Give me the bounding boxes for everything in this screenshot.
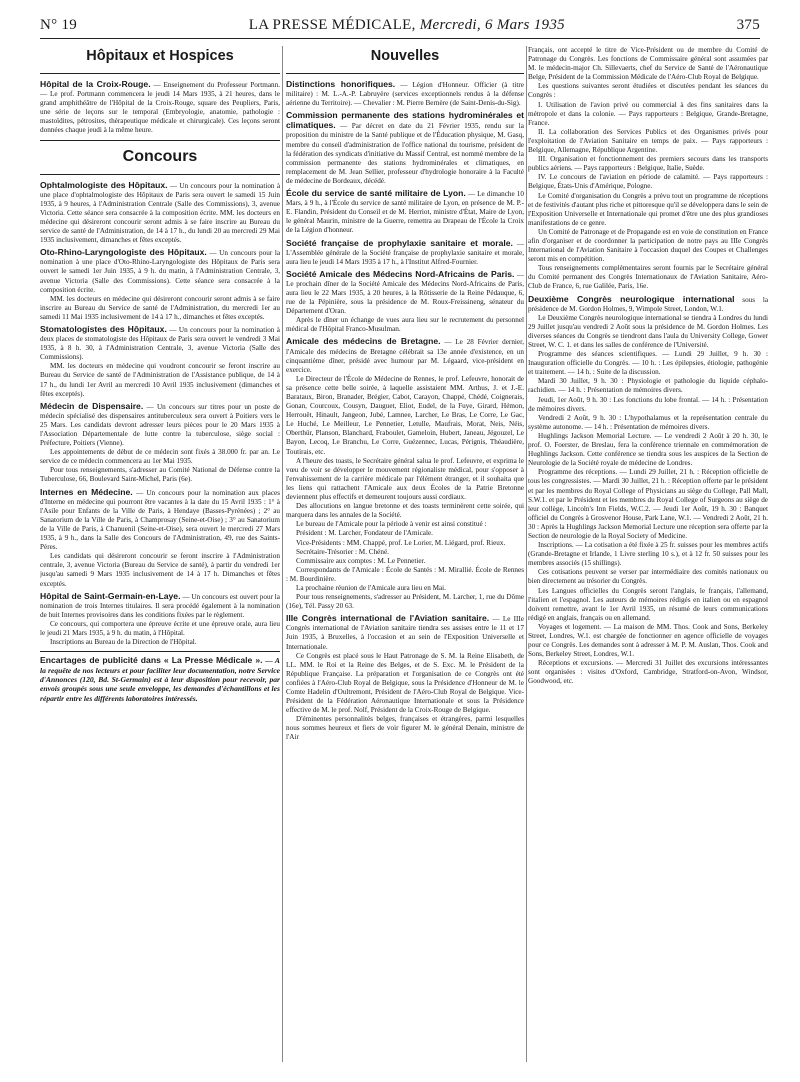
article-paragraph: [528, 623, 768, 659]
column-middle: [286, 46, 524, 1070]
article-paragraph: Les questions suivantes seront étudiées et discutées pendant les séances du Congrès :: [528, 82, 768, 100]
issue-date: Mercredi, 6 Mars 1935: [419, 16, 565, 33]
article-paragraph: [286, 715, 524, 742]
paragraph-text: Réceptions et excursions. — Mercredi 31 Juillet des excursions intéressantes sont organisées : visites d'Oxford, Cambridge, Stratford-on-Avon, Windsor, Goodwood, etc.: [528, 659, 768, 686]
paragraph-text: Mardi 30 Juillet, 9 h. 30 : Physiologie et pathologie du liquide céphalo-rachidien. — 14 h. : Présentation de mémoires divers.: [528, 377, 768, 395]
article-paragraph: [286, 375, 524, 457]
paragraph-text: Le Directeur de l'École de Médecine de Rennes, le prof. Lefeuvre, honorait de sa présence cette belle soirée, à laquelle assistaient MM. Arthus, J. et J.-E. Barataux, Biron, Branader, Brégier, Cabot, Carayon, Chappé, Chédé, Coignerais, Gonan, Courcoux, Cousyn, Dauguet, Eliot, Eudel, de la Fuye, Girard, Hémon, Herrouët, Hinault, Jangeon, Jubé, Lamnee, Larcher, Le Bras, Le Corre, Le Gac, Le Huché, Le Meilleur, Le Pennetier, Letulle, Maufrais, Morat, Neis, Néis, Oberthür, Planson, Blanchard, Fraboulet, Gameloin, Hubert, Janeau, Jégouzel, Le Bayon, Lecoq, Le Branchu, Le Corre, Guézennec, Lucas, Pérignis, Théaudière, Toutirais, etc.: [286, 374, 524, 456]
paragraph-text: — Un concours pour la nomination à une place d'ophtalmologiste des Hôpitaux de Paris sera ouvert le samedi 15 Juin 1935, à 9 heures, à l'Administration Centrale (Salle des Commissions), 3, avenue Victoria. Cette séance sera consacrée à la composition écrite. MM. les docteurs en médecine qui désireront concourir seront admis à se faire inscrire au Bureau du service de santé de l'Administration, de 14 à 17 h., du lundi 20 au mercredi 29 Mai 1935 inclusivement, dimanches et fêtes exceptés.: [40, 181, 280, 245]
paragraph-text: — Légion d'Honneur. Officier (à titre militaire) : M. L.-A.-P. Labruyère (services exceptionnels rendus à la défense aérienne du Territoire). — Chevalier : M. Pierre Bernère (de Saint-Denis-du-Sig).: [286, 81, 524, 108]
article-heading: École du service de santé militaire de Lyon.: [286, 188, 466, 199]
paragraph-text: D'éminentes personnalités belges, françaises et étrangères, parmi lesquelles nous sommes heureux et fiers de voir figurer M. le général Denain, ministre de l'Air: [286, 715, 524, 742]
article-paragraph: [286, 457, 524, 502]
paragraph-text: Secrétaire-Trésorier : M. Chéné.: [296, 547, 389, 556]
paragraph-text: Vendredi 2 Août, 9 h. 30 : L'hypothalamus et la représentation centrale du système autonome. — 14 h. : Présentation de mémoires divers.: [528, 413, 768, 431]
article-paragraph: IV. Le concours de l'aviation en période de calamité. — Pays rapporteurs : Belgique, États-Unis d'Amérique, Pologne.: [528, 173, 768, 191]
article-heading: Stomatologistes des Hôpitaux.: [40, 323, 167, 334]
article-paragraph: [40, 181, 280, 246]
article-paragraph: II. La collaboration des Services Publics et des Organismes privés pour l'exploitation de l'Aviation Sanitaire en temps de paix. — Pays rapporteurs : Belgique, Allemagne, République Argentine.: [528, 127, 768, 155]
paragraph-text: Programme des réceptions. — Lundi 29 Juillet, 21 h. : Réception officielle de tous les congressistes. — Mardi 30 Juillet, 21 h. : Réception offerte par le président et par les membres du Royal College of Physicians au siège du College, Pall Mall, S.W.1. et par le Président et les membres du Royal College of Surgeons au siège de leur collège, Lincoln's Inn Fields, W.C.2. — Jeudi 1er Août, 19 h. 30 : Banquet officiel du Congrès à Grosvenor House, Park Lane, W.1. — Vendredi 2 Août, 21 h. 30 : Après la Hughlings Jackson Memorial Lecture une réception sera offerte par la Section de neurologie de la Royal Society of Medicine.: [528, 468, 768, 540]
paragraph-text: — Le 28 Février dernier, l'Amicale des médecins de Bretagne célébrait sa 13e année d'existence, en un cinquantième dîner, présidé avec humour par M. Légaard, vice-président en exercice.: [286, 338, 524, 374]
article-paragraph: [40, 80, 280, 136]
article-paragraph: [528, 432, 768, 468]
aviation-continuation: [528, 46, 768, 292]
paragraph-text: Ce concours, qui comportera une épreuve écrite et une épreuve orale, aura lieu le jeudi 21 Mars 1935, à 9 h. du matin, à l'Hôpital.: [40, 619, 280, 637]
article-paragraph: [528, 568, 768, 586]
paragraph-text: Vice-Présidents : MM. Chappé, prof. Le Lorier, M. Liégard, prof. Rieux.: [296, 538, 506, 547]
article-paragraph: [40, 466, 280, 484]
article-paragraph: [528, 350, 768, 377]
article-paragraph: [286, 652, 524, 716]
paragraph-text: — Un concours pour la nomination à deux places de stomatologiste des Hôpitaux de Paris sera ouvert le vendredi 3 Mai 1935, à 8 h. 30, à l'Administration Centrale, 3, avenue Victoria (Salle des Commissions).: [40, 325, 280, 362]
paragraph-text: — Le prochain dîner de la Société Amicale des Médecins Nord-Africains de Paris, aura lieu le 22 Mars 1935, à 20 heures, à la Rôtisserie de la Reine Pédauque, 6, rue de la Pépinière, sous la présidence de M. Roux-Freissineng, sénateur du Département d'Oran.: [286, 270, 524, 316]
article: [286, 270, 524, 335]
paragraph-text: Voyages et logement. — La maison de MM. Thos. Cook and Sons, Berkeley Street, Londres, W.1. est chargée de fonctionner en agence officielle de voyages pour ce Congrès. Les demandes sont à adresser à M. P. M. Auslan, Thos. Cook and Sons, Berkeley Street, Londres, W.1.: [528, 622, 768, 659]
paragraph-text: MM. les docteurs en médecine qui voudront concourir se feront inscrire au Bureau du Service de santé de l'Administration de l'Assistance publique, de 14 à 17 h., du lundi 1er Avril au mercredi 10 Avril 1935 inclusivement (dimanches et fêtes exceptés).: [40, 362, 280, 398]
paragraph-text: Pour tous renseignements, s'adresser au Président, M. Larcher, 1, rue du Dôme (16e), Tél. Passy 20 63.: [286, 593, 524, 611]
paragraph-text: Président : M. Larcher, Fondateur de l'Amicale.: [296, 529, 433, 538]
paragraph-text: Hughlings Jackson Memorial Lecture. — Le vendredi 2 Août à 20 h. 30, le prof. O. Foerster, de Breslau, fera la conférence triennale en commémoration de Hughlings Jackson. Cette conférence se tiendra sous les auspices de la Section de Neurologie de la Société royale de médecine de Londres.: [528, 431, 768, 468]
article: [40, 325, 280, 399]
article-paragraph: [286, 566, 524, 584]
article: [40, 248, 280, 322]
paragraph-text: Inscriptions. — La cotisation a été fixée à 25 fr. suisses pour les membres actifs (Grande-Bretagne et Irlande, 1 Livre sterling 10 s.), et à 12 fr. 50 suisses pour les membres associés (15 shillings).: [528, 541, 768, 568]
articles-concours: [40, 181, 280, 648]
article: [40, 181, 280, 246]
article: [286, 80, 524, 108]
article-paragraph: [286, 539, 524, 548]
article-paragraph: [40, 552, 280, 588]
article-heading: Oto-Rhino-Laryngologiste des Hôpitaux.: [40, 247, 207, 258]
column-divider: [282, 46, 283, 1062]
article-paragraph: [40, 402, 280, 448]
article-paragraph: [40, 638, 280, 647]
article-heading: Ophtalmologiste des Hôpitaux.: [40, 179, 168, 190]
article-paragraph: [286, 189, 524, 235]
article-paragraph: [40, 620, 280, 638]
article: [286, 189, 524, 235]
article-paragraph: [528, 541, 768, 568]
paragraph-text: Programme des séances scientifiques. — Lundi 29 Juillet, 9 h. 30 : Inauguration officielle du Congrès. — 10 h. : Les épilepsies, étiologie, pathogénie et traitement. — 14 h. : Suite de la discussion.: [528, 350, 768, 377]
paragraph-text: Jeudi, 1er Août, 9 h. 30 : Les fonctions du lobe frontal. — 14 h. : Présentation de mémoires divers.: [528, 395, 768, 413]
paragraph-text: — Un concours pour la nomination à une place d'Oto-Rhino-Laryngologiste des Hôpitaux de Paris sera ouvert le samedi 1er Juin 1935, à 9 h. du matin, à l'Administration Centrale, 3, avenue Victoria (Salle des Commissions). Cette séance sera consacrée à la composition écrite.: [40, 249, 280, 294]
article-paragraph: [286, 548, 524, 557]
notice-text: — A la requête de nos lecteurs et pour faciliter leur documentation, notre Service d'Annonces (120, Bd. St-Germain) est à leur disposition pour recevoir, par envois groupés sous une seule enveloppe, les demandes d'échantillons et les répartir entre les différents laboratoires intéressés.: [40, 656, 280, 703]
article: [286, 337, 524, 611]
article-heading: Distinctions honorifiques.: [286, 79, 396, 89]
article-heading: Internes en Médecine.: [40, 486, 133, 497]
paragraph-text: — Un concours pour la nomination aux places d'Interne en médecine qui pourront être vacantes à la date du 15 Avril 1935 : 1° à l'Asile pour Enfants de la Ville de Paris, à Hendaye (Basses-Pyrénées) ; 2° au Sanatorium de la Ville de Paris, à Champrosay (Seine-et-Oise) ; 3° au Sanatorium de la Ville de Paris, à Chanuenil (Seine-et-Oise), sera ouvert le mercredi 27 Mars 1935, à 9 h., dans la Salle des Concours de l'Administration, 49, rue des Saints-Pères.: [40, 488, 280, 552]
article-heading: Société française de prophylaxie sanitaire et morale.: [286, 237, 513, 248]
article-paragraph: [286, 316, 524, 334]
page-number: 375: [736, 16, 760, 33]
article-paragraph: [40, 295, 280, 322]
paragraph-text: — Le IIIe Congrès international de l'Aviation sanitaire tiendra ses assises entre le 11 et 17 Juin 1935, à Bruxelles, à l'occasion et au sein de l'Exposition Universelle et Internationale.: [286, 615, 524, 651]
section-rule: [40, 73, 280, 74]
article-paragraph: III. Organisation et fonctionnement des premiers secours dans les transports publics aériens. — Pays rapporteurs : Belgique, Italie, Suède.: [528, 155, 768, 173]
masthead: [77, 17, 737, 34]
article-paragraph: [40, 448, 280, 466]
article-paragraph: [286, 239, 524, 267]
article-neurology-congress: [528, 295, 768, 687]
article-paragraph: [286, 614, 524, 651]
articles-nouvelles: [286, 80, 524, 743]
article-paragraph: [528, 377, 768, 395]
issue-number: N° 19: [40, 16, 78, 33]
journal-title: LA PRESSE MÉDICALE,: [248, 16, 416, 33]
notice-heading: Encartages de publicité dans « La Presse Médicale ».: [40, 655, 263, 666]
section-rule: [286, 73, 524, 74]
article-heading: Deuxième Congrès neurologique international: [528, 293, 735, 304]
article-paragraph: [528, 396, 768, 414]
paragraph-text: — Le dimanche 10 Mars, à 9 h., à l'École du service de santé militaire de Lyon, en présence de M. P.-E. Flandin, Président du Conseil et de M. Herriot, ministre d'État, Maire de Lyon, le général Maurin, ministre de la Guerre, remettra au Drapeau de l'École la Croix de la Légion d'honneur.: [286, 190, 524, 235]
article-heading: Commission permanente des stations hydrominérales et climatiques.: [286, 110, 524, 131]
paragraph-text: — L'Assemblée générale de la Société française de prophylaxie sanitaire et morale, aura lieu le jeudi 14 Mars 1935 à 17 h., à l'Institut Alfred-Fournier.: [286, 239, 524, 266]
article-heading: IIIe Congrès international de l'Aviation sanitaire.: [286, 613, 490, 624]
article-paragraph: [40, 488, 280, 553]
article-paragraph: [528, 295, 768, 314]
paragraph-text: La prochaine réunion de l'Amicale aura lieu en Mai.: [296, 583, 446, 592]
article-paragraph: [286, 593, 524, 611]
paragraph-text: Correspondants de l'Amicale : École de Santés : M. Mirallié. École de Rennes : M. Bourdinière.: [286, 565, 524, 583]
article: [528, 295, 768, 687]
article-paragraph: [286, 557, 524, 566]
paragraph-text: Le bureau de l'Amicale pour la période à venir est ainsi constitué :: [296, 520, 487, 529]
article-paragraph: Un Comité de Patronage et de Propagande est en voie de constitution en France afin d'organiser et de coordonner la participation de notre pays au IIIe Congrès International de l'Aviation Sanitaire à l'occasion duquel des Coupes et Challenges seront mis en compétition.: [528, 227, 768, 264]
article-paragraph: [286, 270, 524, 316]
section-rule: [40, 140, 280, 141]
article-paragraph: [40, 248, 280, 294]
article-paragraph: [40, 325, 280, 362]
column-right: [528, 46, 768, 1070]
article-heading: Hôpital de Saint-Germain-en-Laye.: [40, 590, 181, 601]
article-paragraph: I. Utilisation de l'avion privé ou commercial à des fins sanitaires dans la métropole et dans la colonie. — Pays rapporteurs : Belgique, Grande-Bretagne, France.: [528, 100, 768, 127]
column-left: [40, 46, 280, 1070]
article-paragraph: [528, 414, 768, 432]
article-paragraph: [286, 502, 524, 520]
article-paragraph: Le Comité d'organisation du Congrès a prévu tout un programme de réceptions et de festivités d'autant plus riche et pittoresque qu'il se développera dans le sein de l'Exposition Universelle et Internationale qui promet d'être une des plus grandioses manifestations de ce genre.: [528, 191, 768, 227]
article-paragraph: [286, 111, 524, 186]
paragraph-text: — Enseignement du Professeur Portmann. — Le prof. Portmann commencera le jeudi 14 Mars 1935, à 21 heures, dans le grand amphithéâtre de l'Hôpital de la Croix-Rouge, square des Peupliers, Paris, une série de leçons sur le temporal (Embryologie, anatomie, pathologie : mastoïdites, pétrosites, thérapeutique médicale et chirurgicale). Ces leçons seront données chaque jeudi à la même heure.: [40, 81, 280, 135]
article-heading: Médecin de Dispensaire.: [40, 400, 144, 411]
articles-hopitaux: [40, 80, 280, 136]
article-heading: Amicale des médecins de Bretagne.: [286, 336, 441, 347]
section-title-concours: Concours: [122, 147, 198, 165]
article-paragraph: [528, 314, 768, 350]
article-paragraph: [286, 337, 524, 374]
paragraph-text: — Par décret en date du 21 Février 1935, rendu sur la proposition du ministre de la Santé publique et de l'Éducation physique, M. Gasq, membre du conseil d'administration de l'office national du tourisme, président de la fédération des syndicats d'initiative du Massif Central, est nommé membre de la commission permanente des stations hydrominérales et climatiques, en remplacement de M. Jean Sellier, professeur d'hydrologie honoraire à la Faculté de médecine de Bordeaux, décédé.: [286, 122, 524, 185]
article-heading: Hôpital de la Croix-Rouge.: [40, 79, 151, 89]
paragraph-text: Ce Congrès est placé sous le Haut Patronage de S. M. la Reine Elisabeth, de LL. MM. le Roi et la Reine des Belges, et de S. Exc. M. le Président de la République Française. La préparation et l'organisation de ce Congrès ont été confiées à l'Aéro-Club Royal de Belgique, sous la Présidence d'Honneur de M. le Comte Hadelin d'Oultremont, Président de l'Aéro-Club Royal de Belgique. Vice-Président de la Fédération Aéronautique Internationale et sous la Présidence effective de M. le prof. Nolf, Président de la Croix-Rouge de Belgique.: [286, 651, 524, 715]
paragraph-text: Les appointements de début de ce médecin sont fixés à 38.000 fr. par an. Le service de ce médecin commencera au 1er Mai 1935.: [40, 448, 280, 466]
article-paragraph: Tous renseignements complémentaires seront fournis par le Secrétaire général du Comité permanent des Congrès Internationaux de l'Aviation Sanitaire, Aéro-Club de France, 6, rue Galilée, Paris, 16e.: [528, 264, 768, 291]
paragraph-text: A l'heure des toasts, le Secrétaire général salua le prof. Lefeuvre, et exprima le vœu de voir se développer le mouvement régionaliste médical, pour s'opposer à l'envahissement de la carrière médicale par l'élément étranger, et il souhaita que les liens qui rattachent l'Amicale aux deux Écoles de la Patrie Bretonne deviennent plus effectifs et demeurent toujours aussi cordiaux.: [286, 456, 524, 502]
paragraph-text: sous la présidence de M. Gordon Holmes, 9, Wimpole Street, London, W.1.: [528, 295, 768, 313]
paragraph-text: Inscriptions au Bureau de la Direction de l'Hôpital.: [50, 638, 197, 647]
article: [40, 402, 280, 485]
article: [40, 488, 280, 589]
paragraph-text: — Un concours est ouvert pour la nomination de trois Internes titulaires. Il sera procédé également à la nomination de huit Internes provisoires dans les conditions fixées par le règlement.: [40, 592, 280, 619]
article-paragraph: [286, 529, 524, 538]
paragraph-text: Les candidats qui désireront concourir se feront inscrire à l'Administration centrale, 3, avenue Victoria (Bureau du Service de santé), à partir du vendredi 1er jusqu'au samedi 9 Mars 1935 inclusivement de 14 à 17 h. Dimanches et fêtes exceptés.: [40, 552, 280, 588]
paragraph-text: Ces cotisations peuvent se verser par intermédiaire des comités nationaux ou bien directement au trésorier du Congrès.: [528, 568, 768, 586]
paragraph-text: — Un concours sur titres pour un poste de médecin spécialisé des dispensaires antituberculeux sera ouvert à Poitiers vers le 25 Mars. Les candidats devront adresser leurs pièces pour le 20 Mars 1935 à l'Association Départementale de lutte contre la tuberculose, siège social : Préfecture, Poitiers (Vienne).: [40, 402, 280, 448]
section-rule: [40, 174, 280, 175]
publicity-notice: [40, 651, 280, 703]
article-paragraph: [286, 520, 524, 529]
paragraph-text: MM. les docteurs en médecine qui désireront concourir seront admis à se faire inscrire au Bureau du Service de santé de l'Administration, du mercredi 1er au samedi 11 Mai 1935 inclusivement de 14 à 17 h., dimanches et fêtes exceptés.: [40, 294, 280, 321]
article-paragraph: [528, 659, 768, 686]
article: [286, 614, 524, 742]
paragraph-text: Des allocutions en langue bretonne et des toasts terminèrent cette soirée, qui marquera dans les annales de la Société.: [286, 502, 524, 520]
article-paragraph: [528, 468, 768, 541]
section-title-hopitaux: Hôpitaux et Hospices: [86, 48, 234, 64]
paragraph-text: Pour tous renseignements, s'adresser au Comité National de Défense contre la Tuberculose, 66, Boulevard Saint-Michel, Paris (6e).: [40, 466, 280, 484]
article-paragraph: [40, 362, 280, 398]
page-header: [40, 12, 760, 39]
section-title-nouvelles: Nouvelles: [370, 48, 440, 64]
paragraph-text: Commissaire aux comptes : M. Le Pennetier.: [296, 556, 426, 565]
article: [286, 239, 524, 267]
paragraph-text: Le Deuxième Congrès neurologique international se tiendra à Londres du lundi 29 Juillet jusqu'au vendredi 2 Août sous la présidence de M. Gordon Holmes. Les diverses séances du Congrès se tiendront dans l'aula du University College, Gower Street, W. C. 1. et dans les salles de conférence de l'Université.: [528, 313, 768, 349]
paragraph-text: Les Langues officielles du Congrès seront l'anglais, le français, l'allemand, l'italien et l'espagnol. Les auteurs de mémoires rédigés en italien ou en espagnol doivent remettre, avant le 1er Avril 1935, un résumé de leurs communications rédigé en anglais, français ou en allemand.: [528, 586, 768, 622]
article-paragraph: [286, 80, 524, 108]
column-divider: [526, 46, 527, 1062]
article-paragraph: [528, 587, 768, 623]
article-paragraph: [286, 584, 524, 593]
article: [286, 111, 524, 186]
article-heading: Société Amicale des Médecins Nord-Africains de Paris.: [286, 268, 515, 279]
article-paragraph: [40, 592, 280, 620]
article: [40, 80, 280, 136]
paragraph-text: Après le dîner un échange de vues aura lieu sur le recrutement du personnel médical de l'Hôpital Franco-Musulman.: [286, 316, 524, 334]
article: [40, 592, 280, 648]
article-paragraph: Français, ont accepté le titre de Vice-Président ou de membre du Comité de Patronage du Congrès. Les fonctions de Commissaire général sont assumées par M. le médecin-major Ch. Sillevaerts, chef du Service de Santé de l'Aéronautique Belge, Président de la Commission Médicale de l'Aéro-Club Royal de Belgique.: [528, 46, 768, 82]
